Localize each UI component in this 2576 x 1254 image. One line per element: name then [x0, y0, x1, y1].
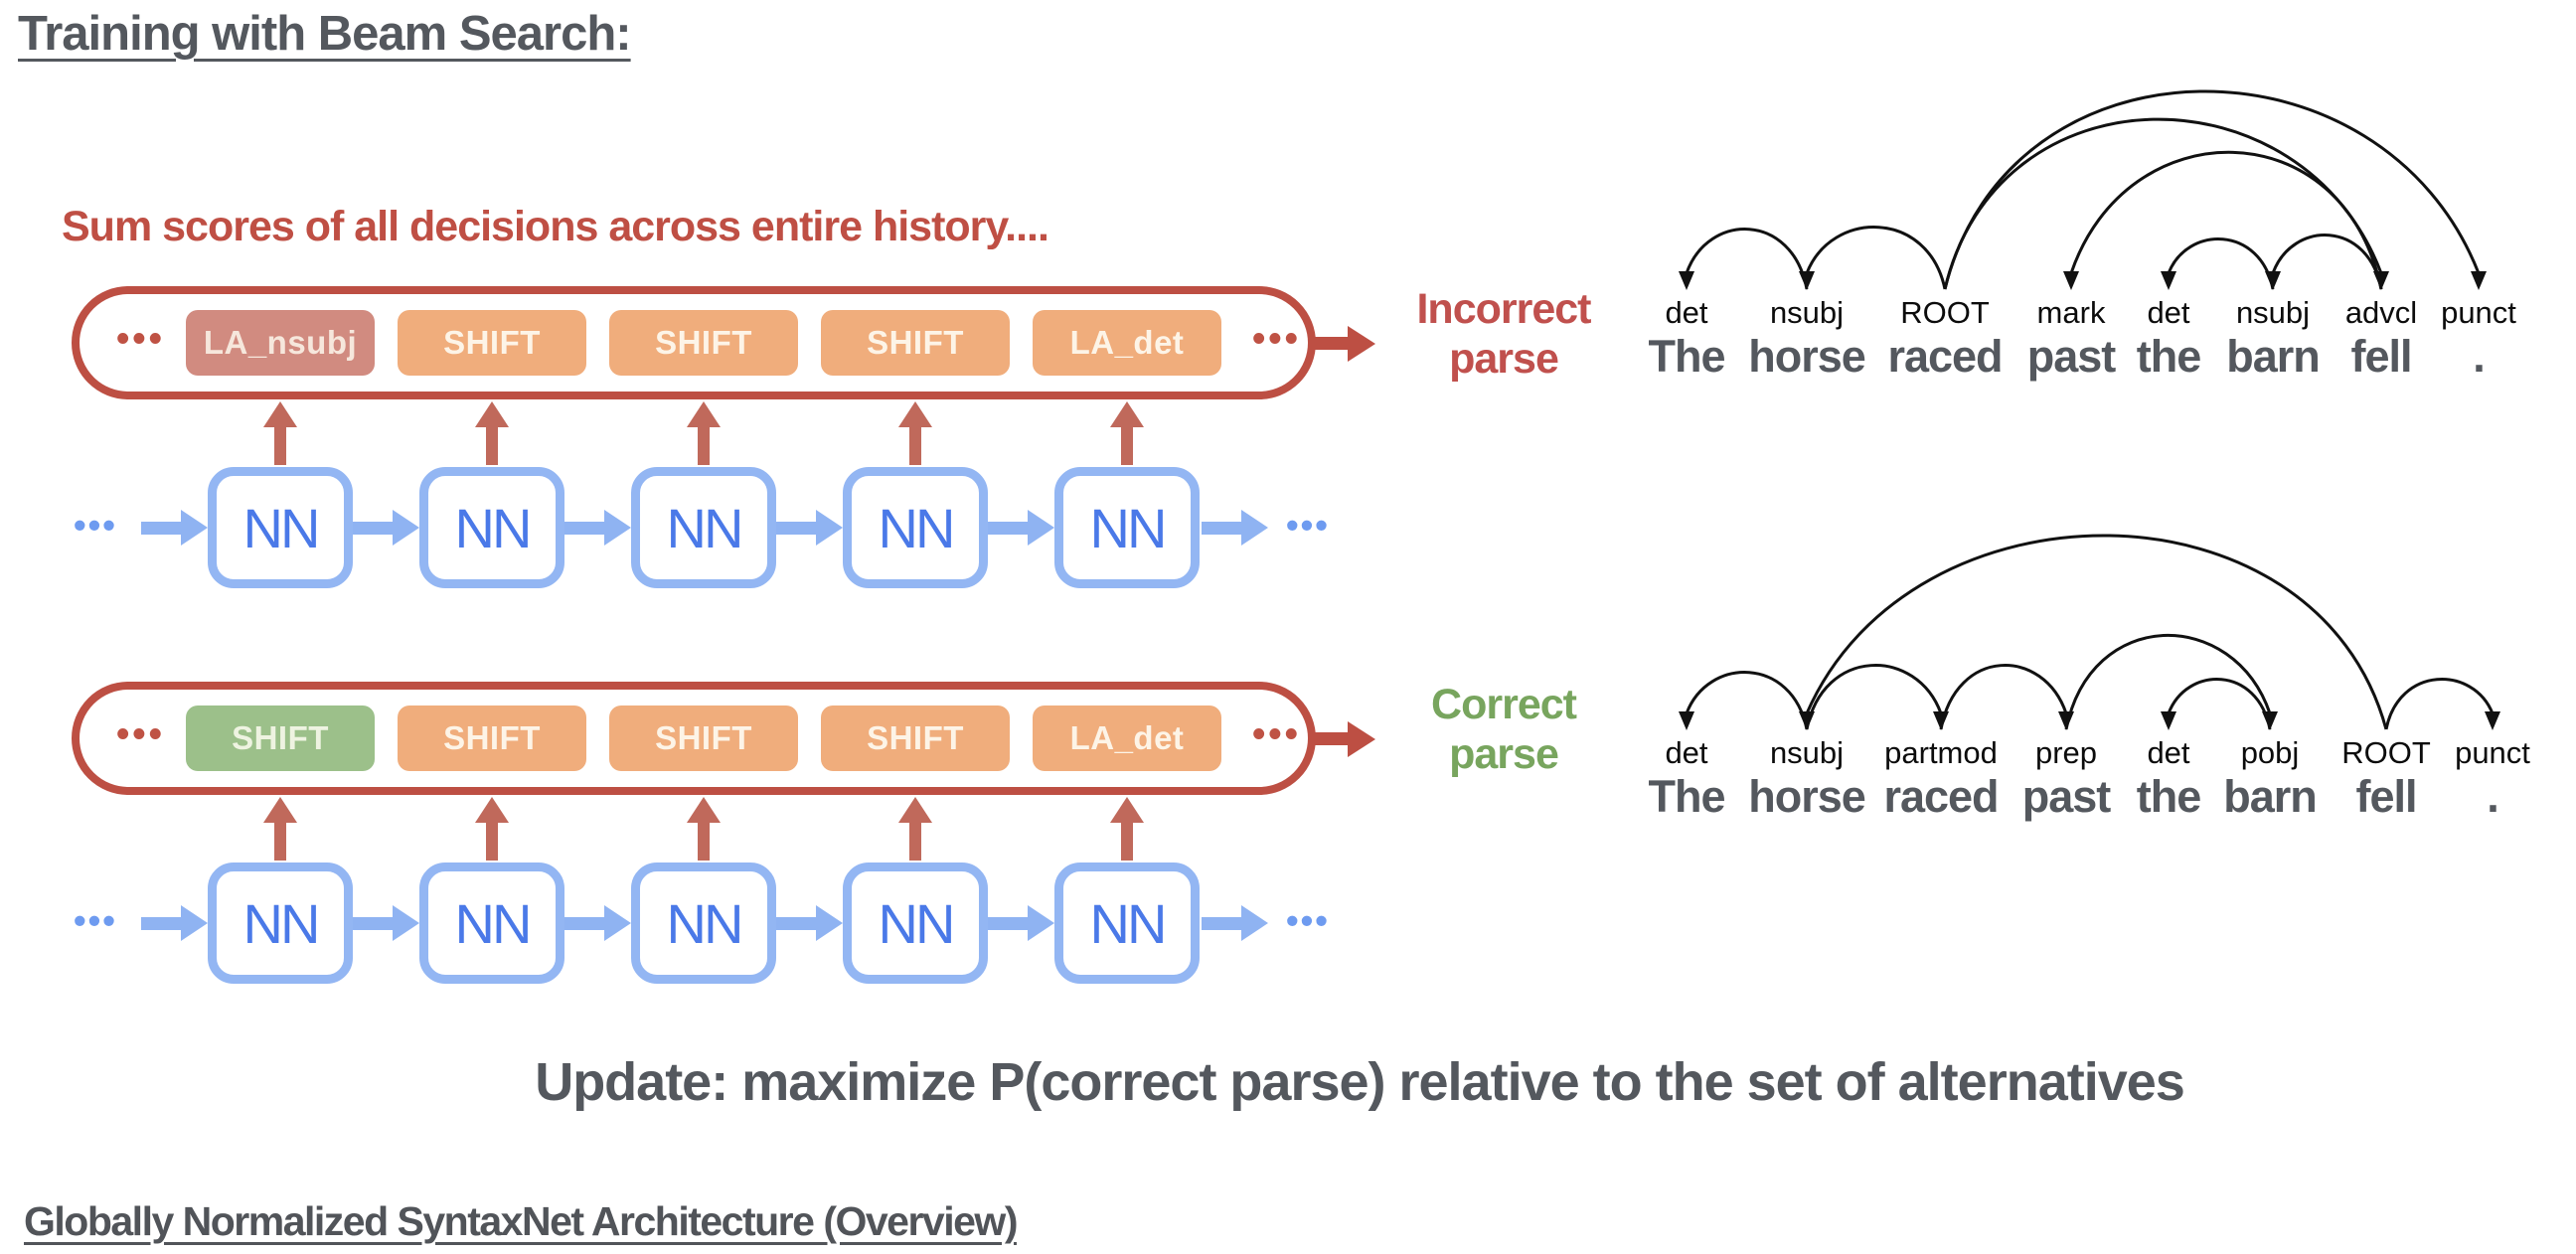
dep-label: pobj — [2240, 735, 2300, 770]
arc-arrowhead-icon — [2161, 271, 2176, 290]
decision-box — [1033, 705, 1221, 771]
arc-arrowhead-icon — [2373, 271, 2389, 290]
decision-label: SHIFT — [232, 719, 329, 756]
ellipsis-left: ••• — [116, 713, 165, 756]
sentence-word: raced — [1887, 331, 2003, 382]
score-arrow-icon — [475, 401, 509, 465]
nn-box: NN — [419, 862, 564, 984]
dependency-arc — [1941, 666, 2066, 729]
arc-arrowhead-icon — [2265, 271, 2281, 290]
score-arrow-icon — [1110, 797, 1144, 861]
decision-sequence-correct — [72, 682, 1316, 795]
decision-box — [609, 705, 798, 771]
score-arrow-icon — [898, 401, 932, 465]
sentence-word: . — [2487, 771, 2498, 822]
chain-arrow-icon — [353, 905, 420, 941]
chain-arrow-icon — [988, 510, 1055, 546]
dependency-arc — [1807, 536, 2386, 729]
word-row — [1650, 331, 2544, 387]
decision-label: SHIFT — [443, 324, 541, 361]
nn-box: NN — [843, 862, 988, 984]
arc-arrowhead-icon — [1799, 271, 1815, 290]
ellipsis-right: ••• — [1252, 713, 1301, 756]
dep-label: nsubj — [1769, 295, 1845, 330]
nn-box: NN — [843, 467, 988, 588]
ellipsis-right: ••• — [1286, 504, 1330, 546]
decision-label: SHIFT — [867, 324, 964, 361]
dep-label: partmod — [1884, 735, 1998, 770]
sentence-word: . — [2473, 331, 2485, 382]
chain-arrow-icon — [564, 510, 632, 546]
tag-row — [1650, 295, 2544, 331]
sentence-word: barn — [2226, 331, 2320, 382]
chain-arrow-icon — [353, 510, 420, 546]
dep-label: ROOT — [1900, 295, 1990, 330]
dep-label: nsubj — [1769, 735, 1845, 770]
ellipsis-right: ••• — [1286, 899, 1330, 941]
chain-arrow-icon — [141, 905, 209, 941]
chain-arrow-icon — [564, 905, 632, 941]
chain-arrow-icon — [1202, 510, 1269, 546]
ellipsis-left: ••• — [74, 504, 117, 546]
chain-arrow-icon — [988, 905, 1055, 941]
ellipsis-left: ••• — [116, 318, 165, 361]
chain-arrow-icon — [776, 510, 844, 546]
decision-label: LA_nsubj — [203, 324, 358, 361]
sentence-word: past — [2021, 771, 2111, 822]
sentence-word: fell — [2355, 771, 2417, 822]
dependency-arc — [2169, 680, 2270, 729]
score-arrow-icon — [475, 797, 509, 861]
dependency-arc — [1687, 673, 1807, 729]
decision-box — [186, 310, 375, 376]
decision-label: SHIFT — [655, 324, 752, 361]
dep-label: nsubj — [2235, 295, 2311, 330]
dep-label: det — [1665, 735, 1708, 770]
score-arrow-icon — [687, 401, 721, 465]
nn-box: NN — [1054, 467, 1200, 588]
nn-box: NN — [1054, 862, 1200, 984]
score-arrow-icon — [263, 797, 297, 861]
dep-label: mark — [2036, 295, 2106, 330]
nn-box: NN — [631, 467, 776, 588]
dep-label: punct — [2441, 295, 2516, 330]
section-heading: Globally Normalized SyntaxNet Architecture (Overview) — [24, 1198, 1017, 1244]
dependency-arc — [1687, 230, 1807, 289]
decision-label: LA_det — [1069, 324, 1185, 361]
sum-scores-caption: Sum scores of all decisions across entire history.... — [62, 203, 1048, 250]
dep-label: det — [2147, 295, 2190, 330]
dependency-arc — [2169, 239, 2273, 289]
dep-label: punct — [2455, 735, 2530, 770]
score-arrow-icon — [687, 797, 721, 861]
decision-label: LA_det — [1069, 719, 1185, 756]
nn-box: NN — [208, 862, 353, 984]
decision-box — [821, 705, 1010, 771]
decision-label: SHIFT — [443, 719, 541, 756]
arc-arrowhead-icon — [1679, 711, 1694, 730]
arc-arrowhead-icon — [2485, 711, 2500, 730]
sentence-word: raced — [1883, 771, 1999, 822]
sentence-word: horse — [1748, 771, 1865, 822]
sentence-word: the — [2136, 331, 2201, 382]
dep-label: advcl — [2344, 295, 2418, 330]
ellipsis-right: ••• — [1252, 318, 1301, 361]
nn-box: NN — [631, 862, 776, 984]
nn-box: NN — [208, 467, 353, 588]
dependency-arc — [1945, 91, 2479, 289]
dep-label: det — [2147, 735, 2190, 770]
arc-arrowhead-icon — [2063, 271, 2079, 290]
sentence-word: fell — [2350, 331, 2412, 382]
incorrect-parse-tree — [1650, 75, 2554, 412]
sentence-word: past — [2026, 331, 2116, 382]
decision-box — [186, 705, 375, 771]
decision-box — [821, 310, 1010, 376]
sentence-word: the — [2136, 771, 2201, 822]
chain-arrow-icon — [1202, 905, 1269, 941]
dependency-arcs — [1650, 75, 2544, 293]
dep-label: ROOT — [2341, 735, 2431, 770]
dependency-arcs — [1650, 515, 2544, 733]
dependency-arc — [1807, 228, 1945, 289]
page-title: Training with Beam Search: — [18, 7, 631, 61]
word-row — [1650, 771, 2544, 827]
decision-label: SHIFT — [867, 719, 964, 756]
sentence-word: The — [1648, 771, 1725, 822]
decision-label: SHIFT — [655, 719, 752, 756]
correct-parse-label: Correct parse — [1431, 681, 1576, 778]
arc-arrowhead-icon — [1679, 271, 1694, 290]
arc-arrowhead-icon — [2471, 271, 2487, 290]
decision-box — [398, 705, 586, 771]
chain-arrow-icon — [141, 510, 209, 546]
arc-arrowhead-icon — [2161, 711, 2176, 730]
dependency-arc — [2386, 680, 2493, 729]
incorrect-arrow-icon — [1314, 326, 1375, 362]
tag-row — [1650, 735, 2544, 771]
chain-arrow-icon — [776, 905, 844, 941]
score-arrow-icon — [263, 401, 297, 465]
decision-box — [1033, 310, 1221, 376]
sentence-word: barn — [2223, 771, 2317, 822]
score-arrow-icon — [898, 797, 932, 861]
sentence-word: horse — [1748, 331, 1865, 382]
correct-arrow-icon — [1314, 721, 1375, 757]
decision-sequence-incorrect — [72, 286, 1316, 399]
correct-parse-tree — [1650, 515, 2554, 853]
dep-label: det — [1665, 295, 1708, 330]
decision-box — [398, 310, 586, 376]
decision-box — [609, 310, 798, 376]
dep-label: prep — [2034, 735, 2098, 770]
sentence-word: The — [1648, 331, 1725, 382]
ellipsis-left: ••• — [74, 899, 117, 941]
dependency-arc — [2071, 152, 2381, 289]
score-arrow-icon — [1110, 401, 1144, 465]
update-statement: Update: maximize P(correct parse) relative to the set of alternatives — [535, 1052, 2184, 1112]
dependency-arc — [1945, 119, 2381, 289]
incorrect-parse-label: Incorrect parse — [1416, 285, 1591, 383]
nn-box: NN — [419, 467, 564, 588]
